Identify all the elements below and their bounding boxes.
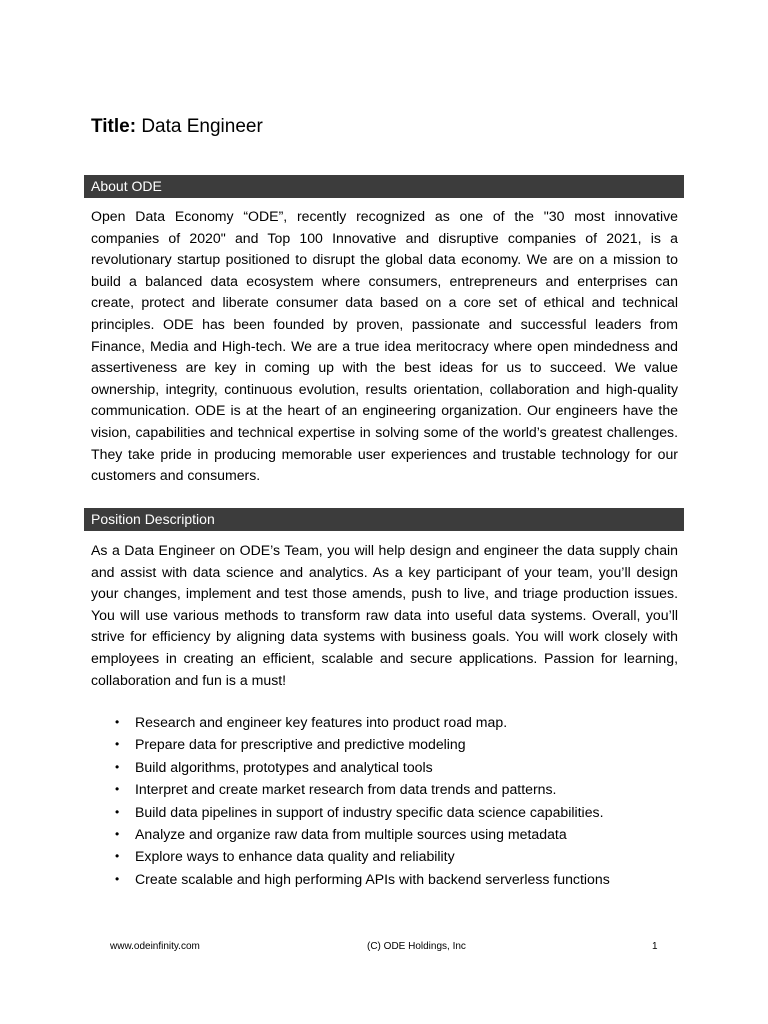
list-item-text: Explore ways to enhance data quality and reliability [135,848,455,865]
footer-page-number: 1 [652,941,658,952]
list-item-text: Build algorithms, prototypes and analytical tools [135,758,433,775]
list-item-text: Research and engineer key features into product road map. [135,714,508,730]
bullet-icon: • [115,759,120,774]
list-item-text: Create scalable and high performing APIs with backend serverless functions [135,870,610,887]
list-item [91,711,681,733]
list-item [91,845,681,867]
section-heading-about: About ODE [84,175,684,198]
list-item [91,733,681,755]
list-item [91,823,681,845]
footer-copyright: (C) ODE Holdings, Inc [367,941,466,952]
bullet-icon: • [115,871,120,886]
section-heading-position: Position Description [84,508,684,531]
title-label: Title: [91,116,137,137]
bullet-icon: • [115,782,120,797]
about-paragraph: Open Data Economy “ODE”, recently recognized as one of the "30 most innovative companies of 2020" and Top 100 Innovative and disruptive companies of 2021, is a revolutionary startup positioned to disrupt the global data economy. We are on a mission to build a balanced data ecosystem where consumers, entrepreneurs and enterprises can create, protect and liberate consumer data based on a core set of ethical and technical principles. ODE has been founded by proven, passionate and successful leaders from Finance, Media and High-tech. We are a true idea meritocracy where open mindedness and assertiveness are key in coming up with the best ideas for us to succeed. We value ownership, integrity, continuous evolution, results orientation, collaboration and high-quality communication. ODE is at the heart of an engineering organization. Our engineers have the vision, capabilities and technical expertise in solving some of the world’s greatest challenges. They take pride in producing memorable user experiences and trustable technology for our customers and consumers. [91,208,678,484]
list-item [91,868,681,890]
list-item-text: Analyze and organize raw data from multiple sources using metadata [135,826,567,843]
list-item-text: Interpret and create market research from data trends and patterns. [135,781,557,798]
list-item-text: Prepare data for prescriptive and predictive modeling [135,736,466,753]
list-item [91,801,681,823]
list-item-text: Build data pipelines in support of industry specific data science capabilities. [135,803,604,820]
list-item [91,756,681,778]
bullet-icon: • [115,849,120,864]
list-item [91,778,681,800]
position-paragraph: As a Data Engineer on ODE’s Team, you will help design and engineer the data supply chain and assist with data science and analytics. As a key participant of your team, you’ll design your changes, implement and test those amends, push to live, and triage production issues. You will use various methods to transform raw data into useful data systems. Overall, you’ll strive for efficiency by aligning data systems with business goals. You will work closely with employees in creating an efficient, scalable and secure applications. Passion for learning, collaboration and fun is a must! [91,542,678,688]
title-value: Data Engineer [141,116,263,137]
bullet-icon: • [115,804,120,819]
bullet-icon: • [115,827,120,842]
responsibilities-list [91,711,681,890]
footer-website: www.odeinfinity.com [110,941,200,952]
bullet-icon: • [115,715,120,729]
bullet-icon: • [115,737,120,752]
document-title [91,114,263,140]
